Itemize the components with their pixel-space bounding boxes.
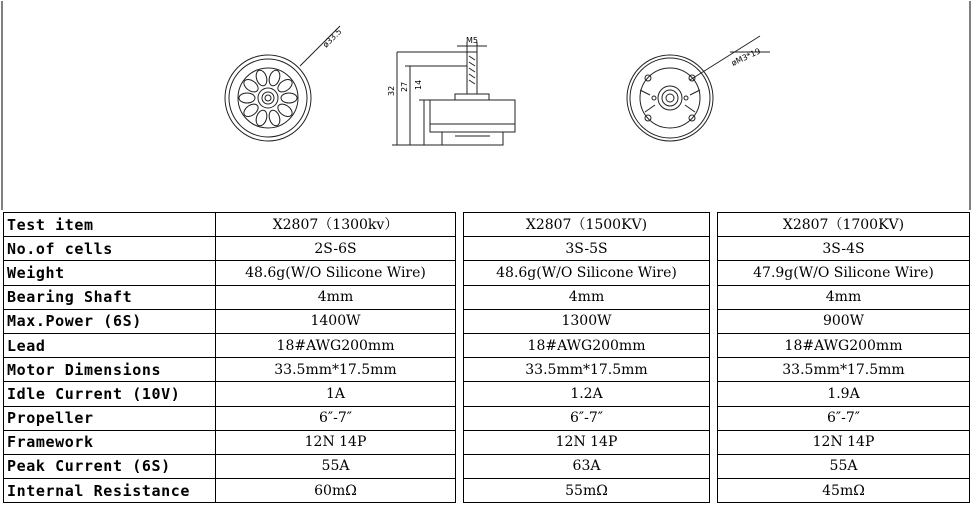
row-label: Max.Power (6S): [4, 309, 216, 333]
column-gap: [456, 382, 464, 406]
column-gap: [456, 309, 464, 333]
cell-value: 2S-6S: [216, 237, 456, 261]
column-gap: [456, 406, 464, 430]
column-gap: [710, 285, 718, 309]
cell-value: 6″-7″: [216, 406, 456, 430]
cell-value: 18#AWG200mm: [464, 333, 710, 357]
row-label: Peak Current (6S): [4, 454, 216, 478]
cell-value: X2807（1500KV): [464, 213, 710, 237]
cell-value: 1300W: [464, 309, 710, 333]
column-gap: [710, 382, 718, 406]
table-row: [4, 479, 970, 503]
cell-value: 3S-4S: [718, 237, 970, 261]
column-gap: [710, 479, 718, 503]
cell-value: 48.6g(W/O Silicone Wire): [216, 261, 456, 285]
column-gap: [456, 454, 464, 478]
table-row: [4, 261, 970, 285]
row-label: No.of cells: [4, 237, 216, 261]
cell-value: 45mΩ: [718, 479, 970, 503]
cell-value: 4mm: [464, 285, 710, 309]
rotor-petal: [239, 93, 255, 103]
table-row: [4, 358, 970, 382]
spec-table: [3, 212, 970, 503]
table-row: [4, 454, 970, 478]
back-view-screw-label: øM3*19: [730, 46, 763, 68]
table-row: [4, 382, 970, 406]
column-gap: [710, 309, 718, 333]
column-gap: [456, 479, 464, 503]
side-view-height-total: 32: [387, 85, 396, 96]
side-view-height-inner: 14: [414, 79, 423, 90]
row-label: Lead: [4, 333, 216, 357]
cell-value: 4mm: [718, 285, 970, 309]
cell-value: 55A: [216, 454, 456, 478]
row-label: Bearing Shaft: [4, 285, 216, 309]
cell-value: 6″-7″: [718, 406, 970, 430]
column-gap: [710, 358, 718, 382]
cell-value: 1.2A: [464, 382, 710, 406]
table-row: [4, 333, 970, 357]
row-label: Idle Current (10V): [4, 382, 216, 406]
column-gap: [456, 237, 464, 261]
cell-value: 18#AWG200mm: [216, 333, 456, 357]
cell-value: 60mΩ: [216, 479, 456, 503]
table-row: [4, 309, 970, 333]
column-gap: [710, 406, 718, 430]
side-view-shaft-label: M5: [466, 36, 478, 45]
column-gap: [710, 430, 718, 454]
cell-value: X2807（1700KV): [718, 213, 970, 237]
table-row: [4, 237, 970, 261]
cell-value: 12N 14P: [216, 430, 456, 454]
cell-value: 900W: [718, 309, 970, 333]
cell-value: 55mΩ: [464, 479, 710, 503]
cell-value: 4mm: [216, 285, 456, 309]
column-gap: [456, 285, 464, 309]
front-view-diameter-label: ø33.5: [321, 26, 344, 50]
cell-value: 47.9g(W/O Silicone Wire): [718, 261, 970, 285]
cell-value: 63A: [464, 454, 710, 478]
cell-value: 48.6g(W/O Silicone Wire): [464, 261, 710, 285]
row-label: Propeller: [4, 406, 216, 430]
column-gap: [710, 237, 718, 261]
cell-value: 33.5mm*17.5mm: [216, 358, 456, 382]
cell-value: 6″-7″: [464, 406, 710, 430]
motor-drawings: [0, 0, 972, 210]
table-row: [4, 430, 970, 454]
column-gap: [456, 261, 464, 285]
table-row: [4, 285, 970, 309]
cell-value: 12N 14P: [718, 430, 970, 454]
column-gap: [456, 358, 464, 382]
column-gap: [456, 430, 464, 454]
row-label: Framework: [4, 430, 216, 454]
cell-value: 33.5mm*17.5mm: [718, 358, 970, 382]
cell-value: 18#AWG200mm: [718, 333, 970, 357]
table-row: [4, 406, 970, 430]
column-gap: [456, 333, 464, 357]
rotor-petal: [281, 93, 297, 103]
side-view-height-body: 27: [400, 81, 409, 92]
cell-value: 12N 14P: [464, 430, 710, 454]
cell-value: X2807（1300kv）: [216, 213, 456, 237]
column-gap: [456, 213, 464, 237]
row-label: Internal Resistance: [4, 479, 216, 503]
cell-value: 1.9A: [718, 382, 970, 406]
table-row: [4, 213, 970, 237]
cell-value: 55A: [718, 454, 970, 478]
row-label: Test item: [4, 213, 216, 237]
cell-value: 3S-5S: [464, 237, 710, 261]
cell-value: 1A: [216, 382, 456, 406]
row-label: Motor Dimensions: [4, 358, 216, 382]
column-gap: [710, 213, 718, 237]
side-view-drawing: [392, 42, 515, 145]
cell-value: 1400W: [216, 309, 456, 333]
column-gap: [710, 454, 718, 478]
cell-value: 33.5mm*17.5mm: [464, 358, 710, 382]
column-gap: [710, 333, 718, 357]
column-gap: [710, 261, 718, 285]
row-label: Weight: [4, 261, 216, 285]
